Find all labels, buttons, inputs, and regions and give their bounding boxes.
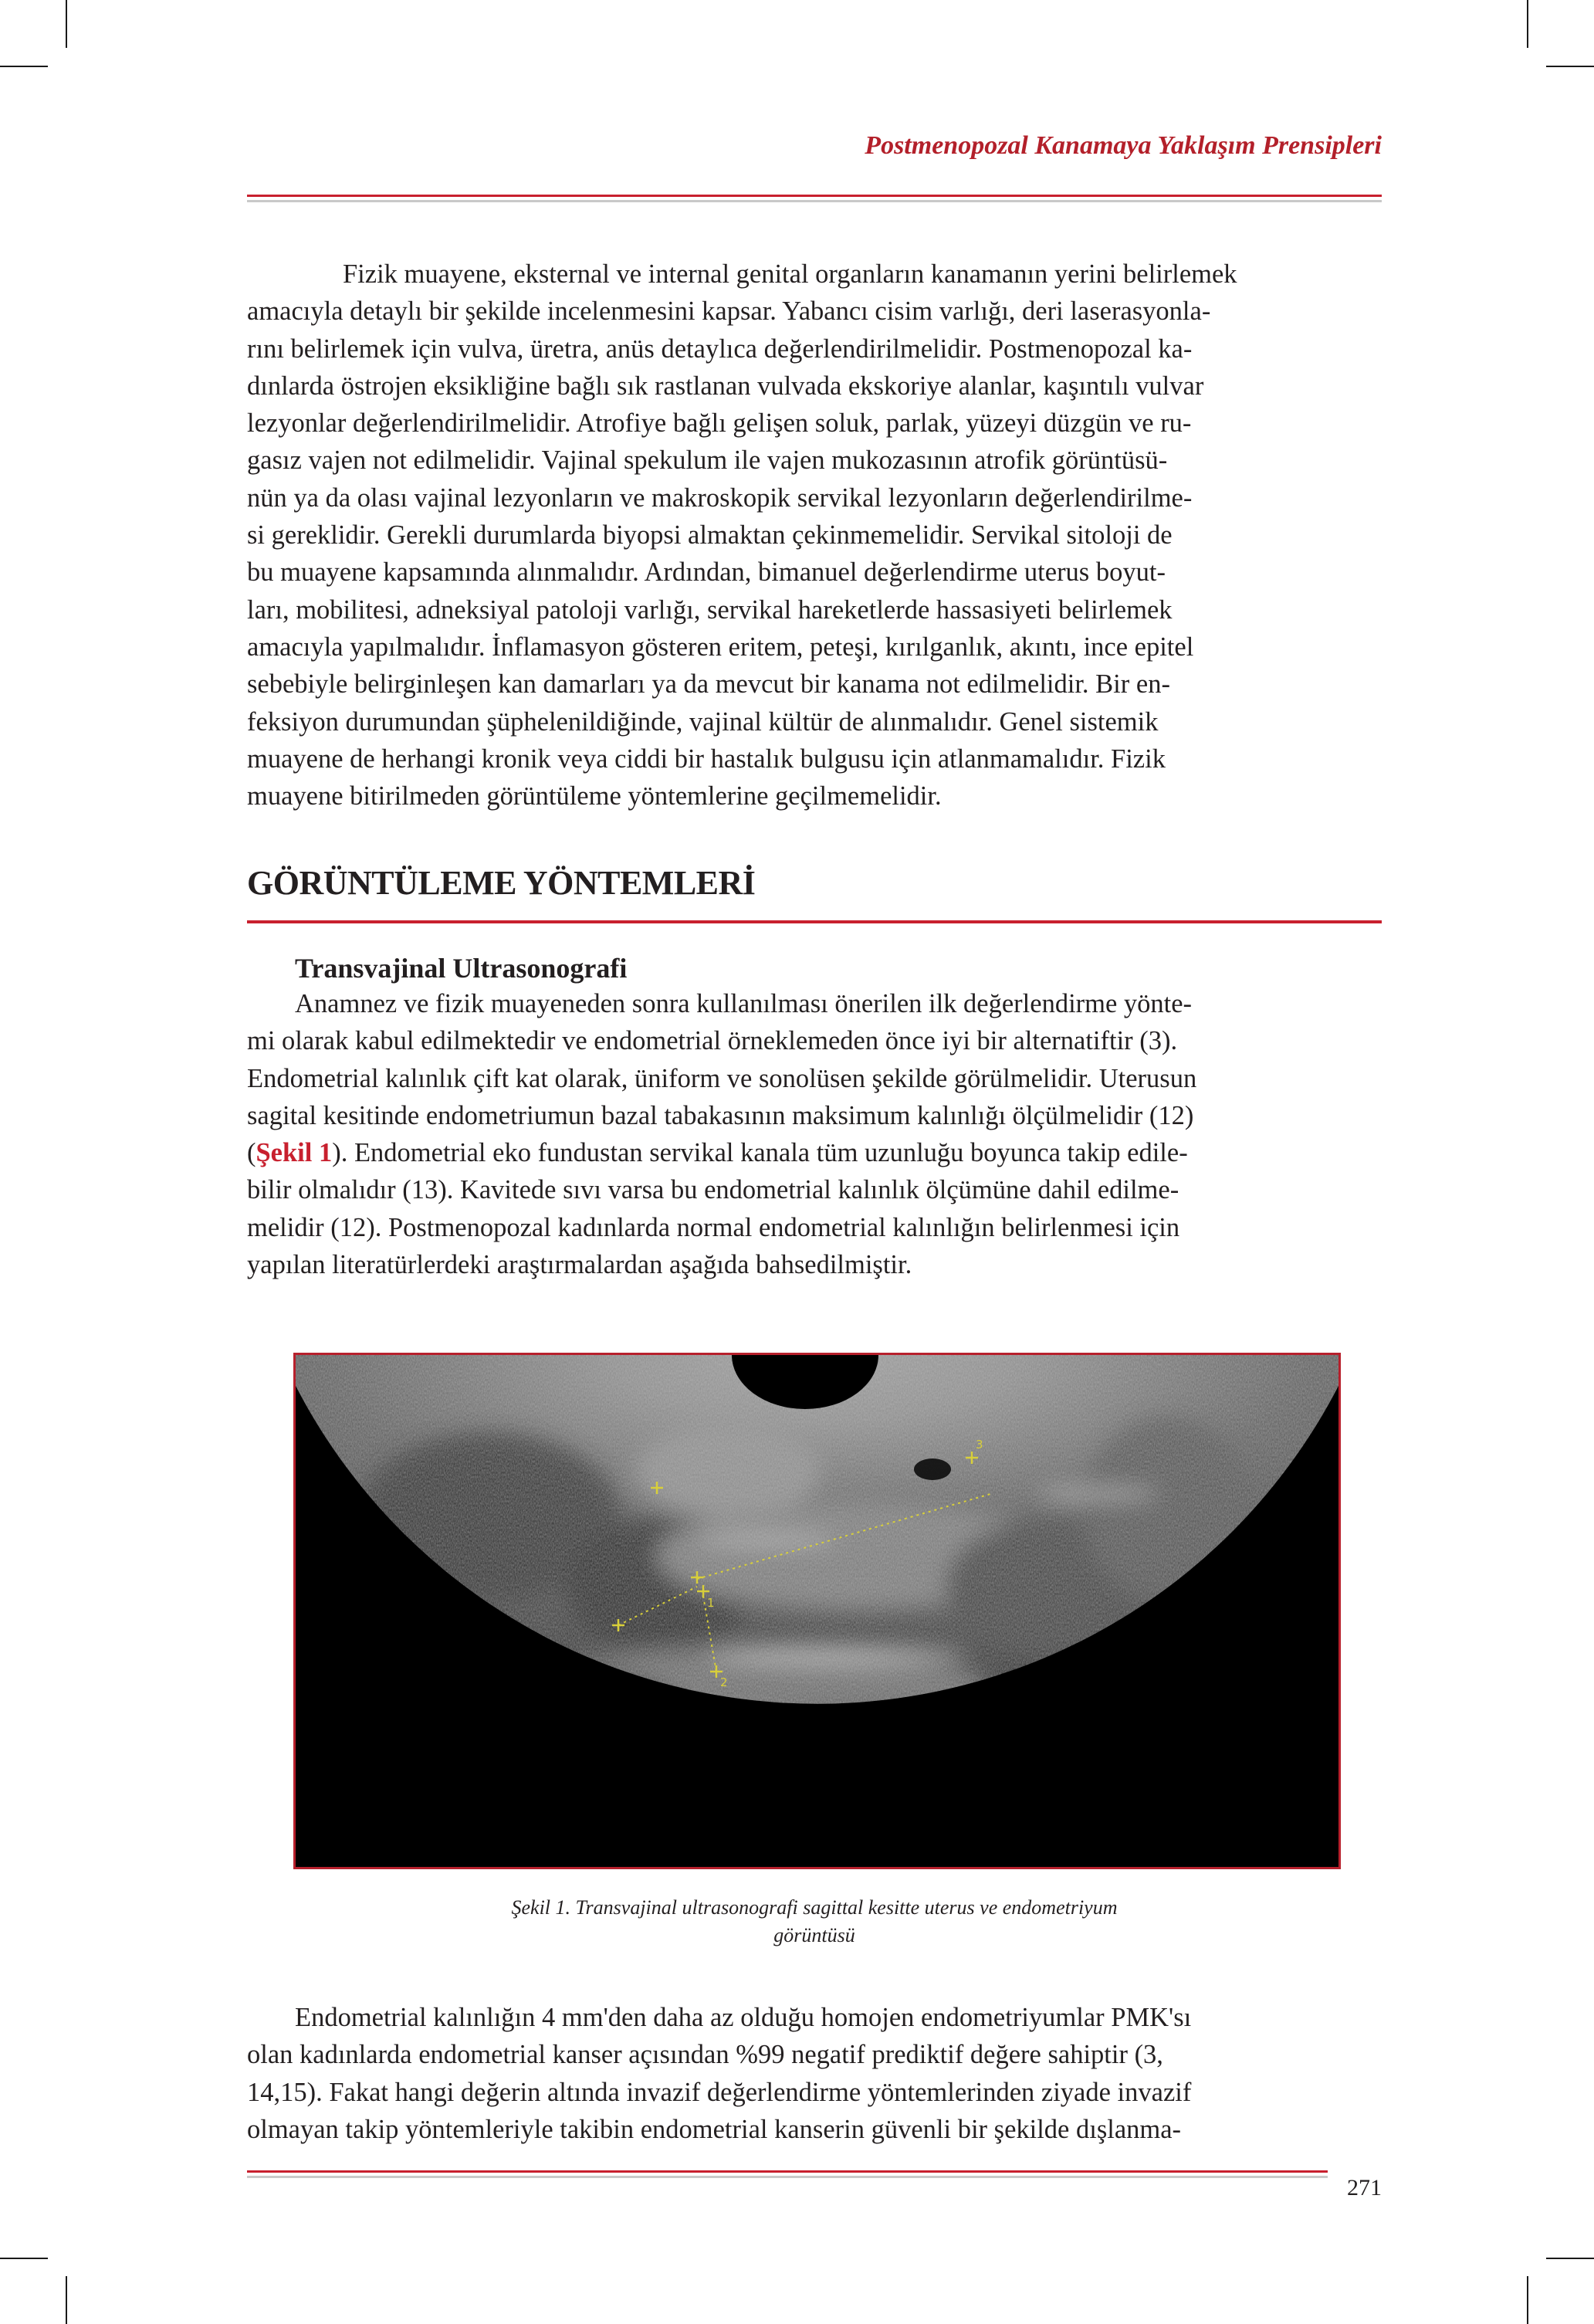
text-line: nün ya da olası vajinal lezyonların ve makroskopik servikal lezyonların değerlendirilme-	[247, 483, 1193, 513]
text-line: Endometrial kalınlığın 4 mm'den daha az olduğu homojen endometriyumlar PMK'sı	[295, 2003, 1192, 2032]
text-line: muayene bitirilmeden görüntüleme yöntemlerine geçilmemelidir.	[247, 781, 942, 811]
subheading-tvus: Transvajinal Ultrasonografi	[295, 953, 628, 984]
page-number: 271	[1347, 2175, 1382, 2200]
crop-mark-top-left-h	[0, 66, 48, 67]
text-line: 14,15). Fakat hangi değerin altında invazif değerlendirme yöntemlerinden ziyade invazif	[247, 2077, 1192, 2107]
running-title: Postmenopozal Kanamaya Yaklaşım Prensipleri	[865, 131, 1382, 160]
text-line: mi olarak kabul edilmektedir ve endometrial örneklemeden önce iyi bir alternatiftir (3).	[247, 1026, 1178, 1056]
text-line: melidir (12). Postmenopozal kadınlarda normal endometrial kalınlığın belirlenmesi için	[247, 1212, 1180, 1242]
text-line: Fizik muayene, eksternal ve internal genital organların kanamanın yerini belirlemek	[343, 259, 1237, 289]
running-header	[247, 131, 1382, 178]
text-line: olmayan takip yöntemleriyle takibin endometrial kanserin güvenli bir şekilde dışlanma-	[247, 2114, 1182, 2144]
follicle-echo	[914, 1458, 951, 1480]
crop-mark-top-left-v	[66, 0, 67, 48]
section-heading: GÖRÜNTÜLEME YÖNTEMLERİ	[247, 864, 756, 902]
figure-reference-link[interactable]: Şekil 1	[256, 1138, 333, 1168]
caption-line: Şekil 1. Transvajinal ultrasonografi sagittal kesitte uterus ve endometriyum	[511, 1896, 1118, 1919]
text-line: muayene de herhangi kronik veya ciddi bir hastalık bulgusu için atlanmamalıdır. Fizik	[247, 744, 1166, 774]
text-line: bu muayene kapsamında alınmalıdır. Ardından, bimanuel değerlendirme uterus boyut-	[247, 557, 1166, 588]
caption-line: görüntüsü	[773, 1924, 855, 1946]
paragraph-endometrial-thickness	[247, 1999, 1382, 2148]
text-line: ları, mobilitesi, adneksiyal patoloji varlığı, servikal hareketlerde hassasiyeti belirlemek	[247, 595, 1173, 625]
text-line: sebebiyle belirginleşen kan damarları ya da mevcut bir kanama not edilmelidir. Bir en-	[247, 669, 1170, 700]
paragraph-physical-exam	[247, 256, 1382, 815]
header-rule-grey	[247, 200, 1382, 202]
text-line: yapılan literatürlerdeki araştırmalardan aşağıda bahsedilmiştir.	[247, 1250, 912, 1280]
crop-mark-top-right-h	[1546, 66, 1594, 67]
caliper-label: 1	[707, 1596, 715, 1610]
ref-line-rest: ). Endometrial eko fundustan servikal kanala tüm uzunluğu boyunca takip edile-	[332, 1138, 1188, 1168]
crop-mark-bottom-right-v	[1527, 2276, 1528, 2324]
page-footer	[247, 2170, 1382, 2201]
text-line: feksiyon durumundan şüphelenildiğinde, vajinal kültür de alınmalıdır. Genel sistemik	[247, 706, 1159, 737]
figure-caption	[247, 1894, 1382, 1950]
text-line: amacıyla yapılmalıdır. İnflamasyon gösteren eritem, peteşi, kırılganlık, akıntı, ince epitel	[247, 632, 1194, 662]
text-line: Anamnez ve fizik muayeneden sonra kullanılması önerilen ilk değerlendirme yönte-	[295, 989, 1193, 1018]
text-line: sagital kesitinde endometriumun bazal tabakasının maksimum kalınlığı ölçülmelidir (12)	[247, 1100, 1194, 1130]
text-line: lezyonlar değerlendirilmelidir. Atrofiye bağlı gelişen soluk, parlak, yüzeyi düzgün ve ru-	[247, 408, 1192, 439]
crop-mark-bottom-left-v	[66, 2276, 67, 2324]
crop-mark-bottom-right-h	[1546, 2258, 1594, 2259]
ref-open-paren: (	[247, 1138, 256, 1168]
crop-mark-top-right-v	[1527, 0, 1528, 48]
caliper-label: 2	[720, 1675, 728, 1689]
text-line: olan kadınlarda endometrial kanser açısından %99 negatif prediktif değere sahiptir (3,	[247, 2040, 1163, 2070]
text-line: amacıyla detaylı bir şekilde incelenmesini kapsar. Yabancı cisim varlığı, deri laserasyonla-	[247, 296, 1211, 327]
footer-rule-grey	[247, 2176, 1328, 2178]
text-line: Endometrial kalınlık çift kat olarak, üniform ve sonolüsen şekilde görülmelidir. Uterusun	[247, 1063, 1197, 1093]
text-line: si gereklidir. Gerekli durumlarda biyopsi almaktan çekinmemelidir. Servikal sitoloji de	[247, 520, 1173, 551]
caliper-label: 3	[976, 1438, 983, 1452]
header-rule-red	[247, 195, 1382, 197]
text-line: gasız vajen not edilmelidir. Vajinal spekulum ile vajen mukozasının atrofik görüntüsü-	[247, 445, 1168, 476]
section-rule	[247, 920, 1382, 923]
ultrasound-image	[296, 1355, 1338, 1867]
footer-rule-red	[247, 2170, 1328, 2173]
text-line: rını belirlemek için vulva, üretra, anüs detaylıca değerlendirilmelidir. Postmenopozal ka-	[247, 334, 1193, 364]
paragraph-tvus	[247, 985, 1382, 1283]
text-line-with-ref	[247, 1138, 1188, 1167]
ultrasound-figure	[293, 1353, 1341, 1869]
text-line: bilir olmalıdır (13). Kavitede sıvı varsa bu endometrial kalınlık ölçümüne dahil edilme-	[247, 1175, 1179, 1205]
text-line: dınlarda östrojen eksikliğine bağlı sık rastlanan vulvada ekskoriye alanlar, kaşıntılı vulvar	[247, 371, 1204, 401]
crop-mark-bottom-left-h	[0, 2258, 48, 2259]
